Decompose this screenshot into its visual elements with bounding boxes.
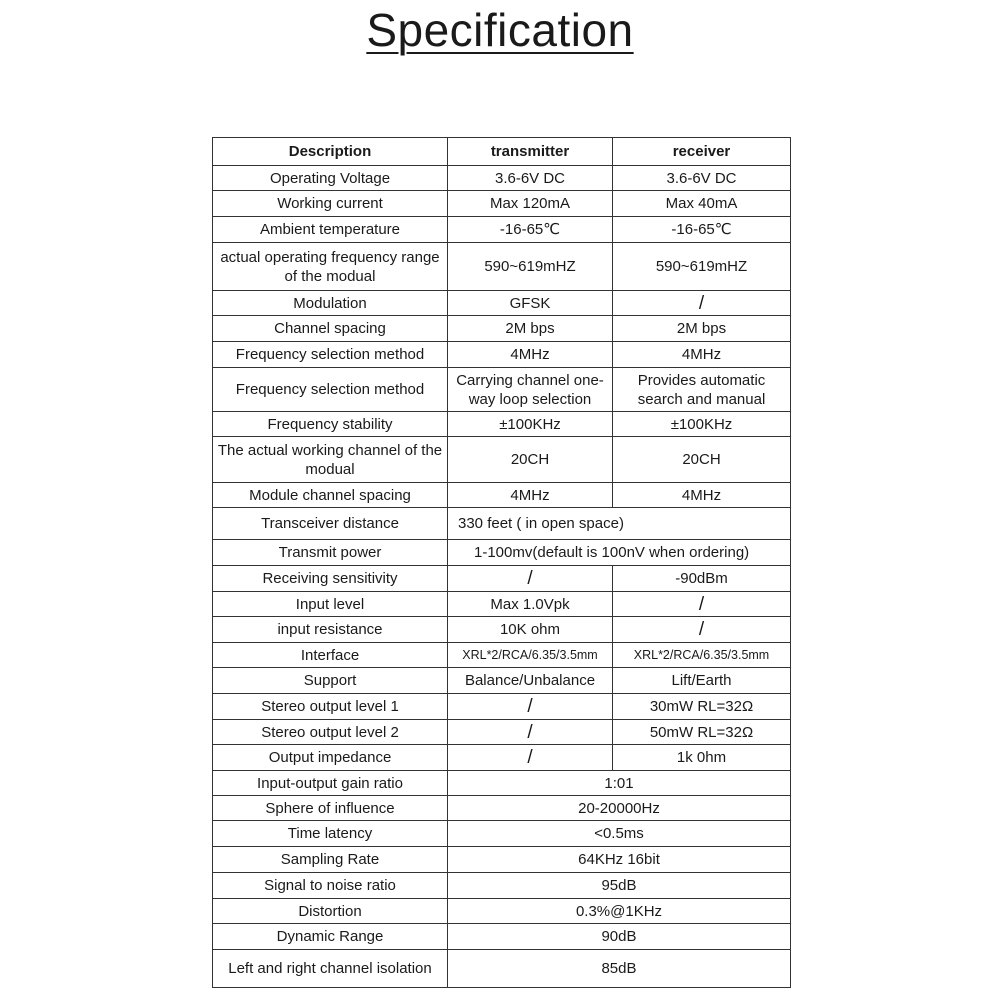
receiver-value: 2M bps (613, 316, 791, 342)
shared-value: 1-100mv(default is 100nV when ordering) (448, 540, 791, 566)
row-description: Transmit power (213, 540, 448, 566)
shared-value: 20-20000Hz (448, 796, 791, 821)
table-row (213, 316, 791, 342)
table-row (213, 291, 791, 316)
table-row (213, 412, 791, 437)
receiver-value: 20CH (613, 437, 791, 483)
header-transmitter: transmitter (448, 138, 613, 166)
transmitter-value: / (448, 694, 613, 720)
shared-value: 330 feet ( in open space) (448, 508, 791, 540)
row-description: Operating Voltage (213, 166, 448, 191)
table-row (213, 191, 791, 217)
table-row (213, 950, 791, 988)
receiver-value: 1k 0hm (613, 745, 791, 771)
receiver-value: 4MHz (613, 483, 791, 508)
receiver-value: -90dBm (613, 566, 791, 592)
table-row (213, 924, 791, 950)
table-row (213, 483, 791, 508)
table-row (213, 566, 791, 592)
table-row (213, 745, 791, 771)
table-row (213, 821, 791, 847)
shared-value: 95dB (448, 873, 791, 899)
shared-value: <0.5ms (448, 821, 791, 847)
shared-value: 0.3%@1KHz (448, 899, 791, 924)
row-description: Working current (213, 191, 448, 217)
table-row (213, 217, 791, 243)
table-row (213, 437, 791, 483)
row-description: Modulation (213, 291, 448, 316)
transmitter-value: 10K ohm (448, 617, 613, 643)
table-header-row (213, 138, 791, 166)
transmitter-value: Balance/Unbalance (448, 668, 613, 694)
table-row (213, 592, 791, 617)
receiver-value: 50mW RL=32Ω (613, 720, 791, 745)
table-row (213, 508, 791, 540)
table-row (213, 847, 791, 873)
table-row (213, 243, 791, 291)
transmitter-value: -16-65℃ (448, 217, 613, 243)
receiver-value: / (613, 291, 791, 316)
shared-value: 85dB (448, 950, 791, 988)
row-description: Frequency stability (213, 412, 448, 437)
shared-value: 90dB (448, 924, 791, 950)
row-description: Dynamic Range (213, 924, 448, 950)
table-row (213, 796, 791, 821)
receiver-value: XRL*2/RCA/6.35/3.5mm (613, 643, 791, 668)
receiver-value: Max 40mA (613, 191, 791, 217)
row-description: Sampling Rate (213, 847, 448, 873)
table-row (213, 873, 791, 899)
shared-value: 64KHz 16bit (448, 847, 791, 873)
row-description: Receiving sensitivity (213, 566, 448, 592)
transmitter-value: / (448, 720, 613, 745)
row-description: Support (213, 668, 448, 694)
transmitter-value: XRL*2/RCA/6.35/3.5mm (448, 643, 613, 668)
row-description: actual operating frequency range of the modual (213, 243, 448, 291)
receiver-value: / (613, 617, 791, 643)
transmitter-value: / (448, 745, 613, 771)
table-row (213, 540, 791, 566)
receiver-value: 30mW RL=32Ω (613, 694, 791, 720)
row-description: Time latency (213, 821, 448, 847)
row-description: Interface (213, 643, 448, 668)
header-receiver: receiver (613, 138, 791, 166)
transmitter-value: 4MHz (448, 342, 613, 368)
transmitter-value: GFSK (448, 291, 613, 316)
transmitter-value: 3.6-6V DC (448, 166, 613, 191)
receiver-value: -16-65℃ (613, 217, 791, 243)
row-description: Distortion (213, 899, 448, 924)
transmitter-value: 590~619mHZ (448, 243, 613, 291)
page-title: Specification (366, 4, 634, 56)
table-row (213, 166, 791, 191)
row-description: Signal to noise ratio (213, 873, 448, 899)
table-row (213, 771, 791, 796)
receiver-value: Provides automatic search and manual (613, 368, 791, 412)
row-description: Input-output gain ratio (213, 771, 448, 796)
table-row (213, 643, 791, 668)
table-row (213, 668, 791, 694)
row-description: Sphere of influence (213, 796, 448, 821)
table-row (213, 899, 791, 924)
table-row (213, 720, 791, 745)
transmitter-value: Max 120mA (448, 191, 613, 217)
receiver-value: ±100KHz (613, 412, 791, 437)
transmitter-value: Carrying channel one-way loop selection (448, 368, 613, 412)
row-description: Output impedance (213, 745, 448, 771)
row-description: The actual working channel of the modual (213, 437, 448, 483)
transmitter-value: Max 1.0Vpk (448, 592, 613, 617)
row-description: Transceiver distance (213, 508, 448, 540)
transmitter-value: 4MHz (448, 483, 613, 508)
row-description: Stereo output level 2 (213, 720, 448, 745)
table-row (213, 342, 791, 368)
receiver-value: Lift/Earth (613, 668, 791, 694)
row-description: Frequency selection method (213, 368, 448, 412)
shared-value: 1:01 (448, 771, 791, 796)
transmitter-value: 20CH (448, 437, 613, 483)
transmitter-value: ±100KHz (448, 412, 613, 437)
table-row (213, 368, 791, 412)
row-description: Channel spacing (213, 316, 448, 342)
receiver-value: / (613, 592, 791, 617)
transmitter-value: / (448, 566, 613, 592)
row-description: Left and right channel isolation (213, 950, 448, 988)
table-row (213, 694, 791, 720)
row-description: Stereo output level 1 (213, 694, 448, 720)
transmitter-value: 2M bps (448, 316, 613, 342)
row-description: Input level (213, 592, 448, 617)
spec-table (212, 137, 791, 988)
receiver-value: 590~619mHZ (613, 243, 791, 291)
receiver-value: 4MHz (613, 342, 791, 368)
header-description: Description (213, 138, 448, 166)
row-description: input resistance (213, 617, 448, 643)
table-row (213, 617, 791, 643)
row-description: Frequency selection method (213, 342, 448, 368)
row-description: Module channel spacing (213, 483, 448, 508)
receiver-value: 3.6-6V DC (613, 166, 791, 191)
row-description: Ambient temperature (213, 217, 448, 243)
